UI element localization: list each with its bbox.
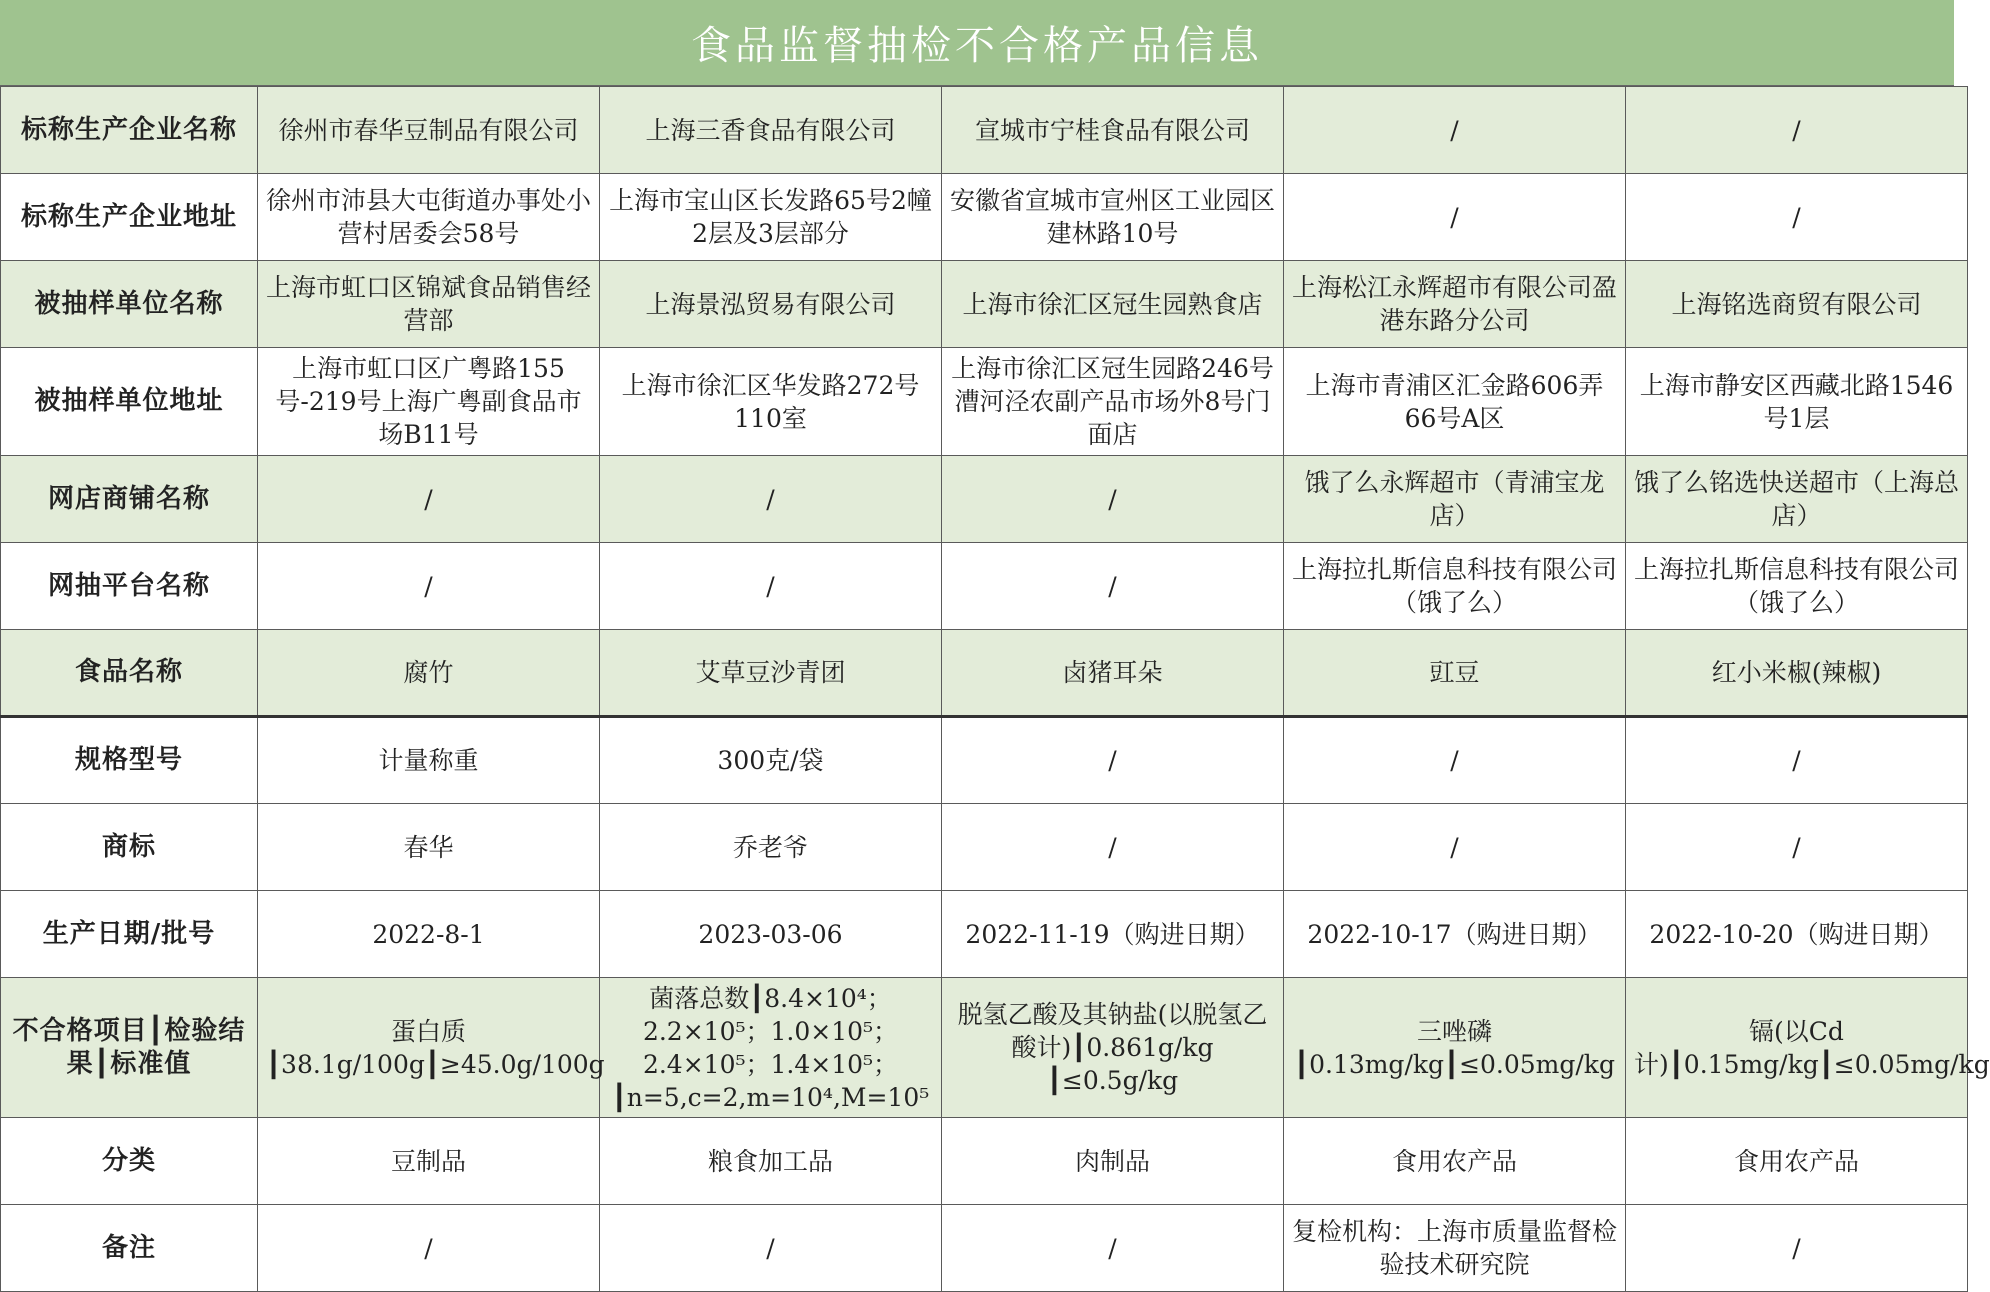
table-cell: 三唑磷┃0.13mg/kg┃≤0.05mg/kg [1284, 978, 1626, 1118]
row-producer-address [1, 174, 1968, 261]
table-cell: 镉(以Cd计)┃0.15mg/kg┃≤0.05mg/kg [1626, 978, 1968, 1118]
table-cell: / [1284, 804, 1626, 891]
table-cell: / [942, 804, 1284, 891]
table-cell: 蛋白质┃38.1g/100g┃≥45.0g/100g [258, 978, 600, 1118]
table-cell: 肉制品 [942, 1118, 1284, 1205]
row-food-name [1, 630, 1968, 717]
row-label: 生产日期/批号 [1, 891, 258, 978]
table-cell: 上海市徐汇区华发路272号110室 [600, 348, 942, 456]
table-cell: 艾草豆沙青团 [600, 630, 942, 717]
row-label: 规格型号 [1, 717, 258, 804]
table-cell: 上海市静安区西藏北路1546号1层 [1626, 348, 1968, 456]
table-cell: 300克/袋 [600, 717, 942, 804]
table-cell: / [942, 717, 1284, 804]
table-cell: 2023-03-06 [600, 891, 942, 978]
table-cell: 宣城市宁桂食品有限公司 [942, 87, 1284, 174]
table-cell: / [1626, 87, 1968, 174]
table-cell: / [942, 1205, 1284, 1292]
row-label: 被抽样单位名称 [1, 261, 258, 348]
table-cell: / [942, 543, 1284, 630]
table-cell: 上海拉扎斯信息科技有限公司（饿了么） [1284, 543, 1626, 630]
table-cell: 2022-10-20（购进日期） [1626, 891, 1968, 978]
table-cell: 上海市虹口区广粤路155号-219号上海广粤副食品市场B11号 [258, 348, 600, 456]
table-cell: / [258, 543, 600, 630]
table-cell: 上海市宝山区长发路65号2幢2层及3层部分 [600, 174, 942, 261]
table-cell: 计量称重 [258, 717, 600, 804]
product-table [0, 86, 1990, 1292]
table-cell: 安徽省宣城市宣州区工业园区建林路10号 [942, 174, 1284, 261]
table-cell: 脱氢乙酸及其钠盐(以脱氢乙酸计)┃0.861g/kg ┃≤0.5g/kg [942, 978, 1284, 1118]
row-label: 分类 [1, 1118, 258, 1205]
row-label: 标称生产企业地址 [1, 174, 258, 261]
table-cell: 乔老爷 [600, 804, 942, 891]
row-production-date [1, 891, 1968, 978]
row-label: 网抽平台名称 [1, 543, 258, 630]
row-label: 备注 [1, 1205, 258, 1292]
table-cell: 2022-11-19（购进日期） [942, 891, 1284, 978]
table-cell: 上海拉扎斯信息科技有限公司（饿了么） [1626, 543, 1968, 630]
table-cell: 上海三香食品有限公司 [600, 87, 942, 174]
table-cell: / [258, 1205, 600, 1292]
table-cell: 卤猪耳朵 [942, 630, 1284, 717]
table-cell: / [1626, 717, 1968, 804]
row-label: 不合格项目┃检验结果┃标准值 [1, 978, 258, 1118]
row-category [1, 1118, 1968, 1205]
table-cell: / [600, 1205, 942, 1292]
table-cell: / [1284, 717, 1626, 804]
table-cell: 2022-10-17（购进日期） [1284, 891, 1626, 978]
row-trademark [1, 804, 1968, 891]
row-sampled-unit-name [1, 261, 1968, 348]
table-cell: 腐竹 [258, 630, 600, 717]
table-cell: 徐州市沛县大屯街道办事处小营村居委会58号 [258, 174, 600, 261]
row-online-platform-name [1, 543, 1968, 630]
table-cell: / [1284, 174, 1626, 261]
table-cell: 豇豆 [1284, 630, 1626, 717]
row-label: 商标 [1, 804, 258, 891]
row-producer-name [1, 87, 1968, 174]
table-cell: / [942, 456, 1284, 543]
row-failed-items [1, 978, 1968, 1118]
table-cell: / [1284, 87, 1626, 174]
table-cell: 上海市徐汇区冠生园路246号漕河泾农副产品市场外8号门面店 [942, 348, 1284, 456]
row-label: 被抽样单位地址 [1, 348, 258, 456]
table-cell: 2022-8-1 [258, 891, 600, 978]
table-cell: 上海松江永辉超市有限公司盈港东路分公司 [1284, 261, 1626, 348]
row-online-shop-name [1, 456, 1968, 543]
table-cell: 春华 [258, 804, 600, 891]
table-cell: 上海景泓贸易有限公司 [600, 261, 942, 348]
table-cell: 上海市徐汇区冠生园熟食店 [942, 261, 1284, 348]
table-cell: / [600, 543, 942, 630]
table-cell: 红小米椒(辣椒) [1626, 630, 1968, 717]
sheet-title: 食品监督抽检不合格产品信息 [0, 0, 1954, 86]
table-cell: 食用农产品 [1626, 1118, 1968, 1205]
row-label: 网店商铺名称 [1, 456, 258, 543]
row-sampled-unit-address [1, 348, 1968, 456]
table-cell: / [1626, 804, 1968, 891]
table-cell: 上海市青浦区汇金路606弄66号A区 [1284, 348, 1626, 456]
row-label: 标称生产企业名称 [1, 87, 258, 174]
table-cell: / [1626, 174, 1968, 261]
row-label: 食品名称 [1, 630, 258, 717]
table-cell: 徐州市春华豆制品有限公司 [258, 87, 600, 174]
table-cell: / [1626, 1205, 1968, 1292]
table-cell: 饿了么永辉超市（青浦宝龙店） [1284, 456, 1626, 543]
row-remarks [1, 1205, 1968, 1292]
table-cell: 上海铭选商贸有限公司 [1626, 261, 1968, 348]
table-cell: 食用农产品 [1284, 1118, 1626, 1205]
table-cell: 豆制品 [258, 1118, 600, 1205]
table-cell: 复检机构：上海市质量监督检验技术研究院 [1284, 1205, 1626, 1292]
table-cell: 粮食加工品 [600, 1118, 942, 1205]
table-cell: 菌落总数┃8.4×10⁴；2.2×10⁵；1.0×10⁵；2.4×10⁵；1.4×10⁵；┃n=5,c=2,m=10⁴,M=10⁵ [600, 978, 942, 1118]
table-cell: / [258, 456, 600, 543]
table-cell: 饿了么铭选快送超市（上海总店） [1626, 456, 1968, 543]
table-cell: / [600, 456, 942, 543]
table-cell: 上海市虹口区锦斌食品销售经营部 [258, 261, 600, 348]
row-specification [1, 717, 1968, 804]
